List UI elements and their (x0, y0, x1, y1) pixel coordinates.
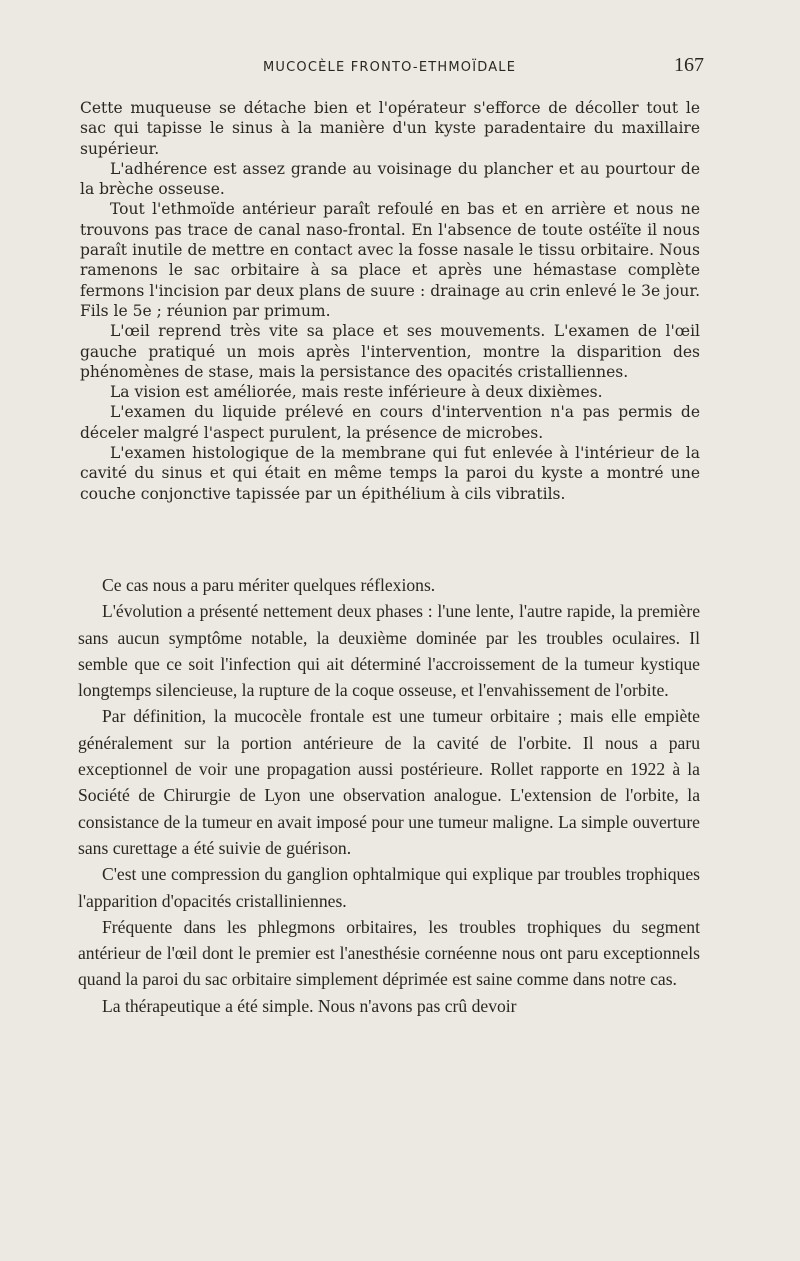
running-title: MUCOCÈLE FRONTO-ETHMOÏDALE (263, 60, 517, 75)
paragraph: L'œil reprend très vite sa place et ses mouvements. L'examen de l'œil gauche pratiqué un mois après l'intervention, montre la disparition des phénomènes de stase, mais la persistance des opacités cristalliennes. (80, 322, 700, 381)
discussion-text (78, 572, 700, 1019)
paragraph: Tout l'ethmoïde antérieur paraît refoulé en bas et en arrière et nous ne trouvons pas trace de canal naso-frontal. En l'absence de toute ostéïte il nous paraît inutile de mettre en contact avec la fosse nasale le tissu orbitaire. Nous ramenons le sac orbitaire à sa place et après une hémastase complète fermons l'incision par deux plans de suure : drainage au crin enlevé le 3e jour. Fils le 5e ; réunion par primum. (80, 200, 700, 320)
page-number: 167 (674, 54, 704, 76)
paragraph: L'évolution a présenté nettement deux phases : l'une lente, l'autre rapide, la première sans aucun symptôme notable, la deuxième dominée par les troubles oculaires. Il semble que ce soit l'infection qui ait déterminé l'accroissement de la tumeur kystique longtemps silencieuse, la rupture de la coque osseuse, et l'envahissement de l'orbite. (78, 601, 700, 701)
paragraph: Par définition, la mucocèle frontale est une tumeur orbitaire ; mais elle empiète généralement sur la portion antérieure de la cavité de l'orbite. Il nous a paru exceptionnel de voir une propagation aussi postérieure. Rollet rapporte en 1922 à la Société de Chirurgie de Lyon une observation analogue. L'extension de l'orbite, la consistance de la tumeur en avait imposé pour une tumeur maligne. La simple ouverture sans curettage a été suivie de guérison. (78, 706, 700, 858)
paragraph: L'examen du liquide prélevé en cours d'intervention n'a pas permis de déceler malgré l'aspect purulent, la présence de microbes. (80, 403, 700, 442)
paragraph: L'examen histologique de la membrane qui fut enlevée à l'intérieur de la cavité du sinus et qui était en même temps la paroi du kyste a montré une couche conjonctive tapissée par un épithélium à cils vibratils. (80, 444, 700, 503)
paragraph: La thérapeutique a été simple. Nous n'avons pas crû devoir (102, 995, 517, 1016)
paragraph: La vision est améliorée, mais reste inférieure à deux dixièmes. (110, 383, 603, 402)
page-header (80, 56, 704, 82)
paragraph: C'est une compression du ganglion ophtalmique qui explique par troubles trophiques l'apparition d'opacités cristalliniennes. (78, 864, 700, 911)
paragraph: Fréquente dans les phlegmons orbitaires, les troubles trophiques du segment antérieur de l'œil dont le premier est l'anesthésie cornéenne nous ont paru exceptionnels quand la paroi du sac orbitaire simplement déprimée est saine comme dans notre cas. (78, 916, 700, 990)
paragraph: Cette muqueuse se détache bien et l'opérateur s'efforce de décoller tout le sac qui tapisse le sinus à la manière d'un kyste paradentaire du maxillaire supérieur. (80, 99, 700, 158)
paragraph: Ce cas nous a paru mériter quelques réflexions. (102, 575, 436, 595)
paragraph: L'adhérence est assez grande au voisinage du plancher et au pourtour de la brèche osseuse. (80, 159, 700, 199)
case-report-text (80, 98, 700, 504)
